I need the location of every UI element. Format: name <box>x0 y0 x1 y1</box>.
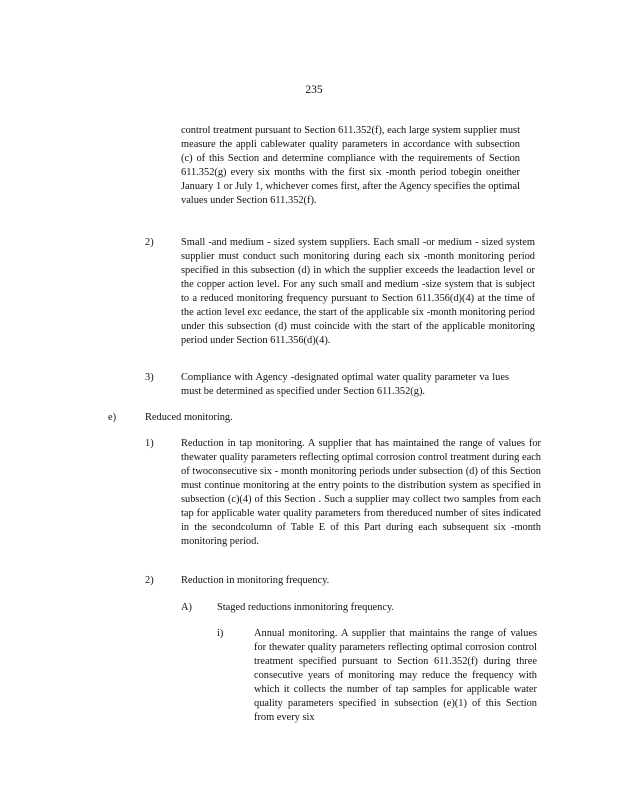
section-e-label: e) <box>108 412 117 423</box>
e-2-heading: Reduction in monitoring frequency. <box>181 575 330 586</box>
paragraph-text: Compliance with Agency -designated optimal water quality parameter va lues must be determined as specified under Section 611.352(g). <box>181 372 509 398</box>
e-2-A-heading: Staged reductions inmonitoring frequency. <box>217 602 395 613</box>
item-3-label: 3) <box>145 372 154 383</box>
intro-continuation-paragraph <box>181 124 520 208</box>
paragraph-text: control treatment pursuant to Section 611.352(f), each large system supplier must measure the appli cablewater quality parameters in accordance with subsection (c) of this Section and determine compliance with the requirements of Section 611.352(g) every six months with the first six -month period tobegin oneither January 1 or July 1, whichever comes first, after the Agency specifies the optimal values under Section 611.352(f). <box>181 125 520 207</box>
paragraph-text: Annual monitoring. A supplier that maintains the range of values for thewater quality parameters reflecting optimal corrosion control treatment specified pursuant to Section 611.352(f) during three consecutive years of monitoring may reduce the frequency with which it collects the number of tap samples for applicable water quality parameters specified in subsection (e)(1) of this Section from every six <box>254 628 537 724</box>
page-number: 235 <box>305 84 323 96</box>
item-3-paragraph <box>181 371 509 399</box>
item-2-label: 2) <box>145 237 154 248</box>
section-e-heading: Reduced monitoring. <box>145 412 233 423</box>
e-1-label: 1) <box>145 438 154 449</box>
e-1-paragraph <box>181 437 541 549</box>
paragraph-text: Small -and medium - sized system suppliers. Each small -or medium - sized system supplier must conduct such monitoring during each six -month monitoring period specified in this subsection (d) in which the supplier exceeds the leadaction level or the copper action level. For any such small and medium -size system that is subject to a reduced monitoring frequency pursuant to Section 611.356(d)(4) at the time of the action level exc eedance, the start of the applicable six -month monitoring period under this subsection (d) must coincide with the start of the applicable monitoring period under Section 611.356(d)(4). <box>181 237 535 347</box>
e-2-A-i-label: i) <box>217 628 224 639</box>
e-2-label: 2) <box>145 575 154 586</box>
item-2-paragraph <box>181 236 535 348</box>
e-2-A-label: A) <box>181 602 192 613</box>
e-2-A-i-paragraph <box>254 627 537 725</box>
paragraph-text: Reduction in tap monitoring. A supplier that has maintained the range of values for thewater quality parameters reflecting optimal corrosion control treatment during each of twoconsecutive six - month monitoring periods under subsection (d) of this Section must continue monitoring at the entry points to the distribution system as specified in subsection (c)(4) of this Section . Such a supplier may collect two samples from each tap for applicable water quality parameters from thereduced number of sites indicated in the secondcolumn of Table E of this Part during each subsequent six -month monitoring period. <box>181 438 541 548</box>
